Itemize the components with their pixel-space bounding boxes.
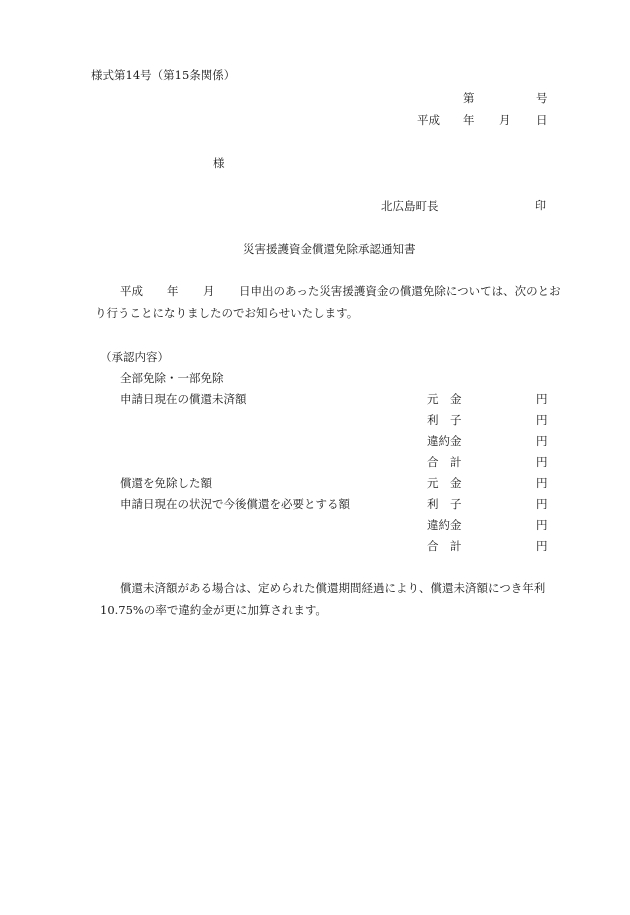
body-line2: り行うことになりましたのでお知らせいたします。 xyxy=(95,306,359,320)
note-line2: 10.75%の率で違約金が更に加算されます。 xyxy=(100,603,327,617)
group1-label: 申請日現在の償還未済額 xyxy=(120,392,247,406)
body-month: 月 xyxy=(203,284,215,298)
date-day: 日 xyxy=(536,113,548,127)
row-unit: 円 xyxy=(536,476,548,490)
details-heading: （承認内容） xyxy=(100,350,169,364)
group3-label: 申請日現在の状況で今後償還を必要とする額 xyxy=(120,497,350,511)
row-unit: 円 xyxy=(536,497,548,511)
row-item: 違約金 xyxy=(427,518,462,532)
date-era: 平成 xyxy=(417,113,440,127)
row-item: 違約金 xyxy=(427,434,462,448)
row-unit: 円 xyxy=(536,413,548,427)
document-title: 災害援護資金償還免除承認通知書 xyxy=(243,242,416,256)
row-unit: 円 xyxy=(536,455,548,469)
document-number-suffix: 号 xyxy=(536,91,548,105)
note-line1: 償還未済額がある場合は、定められた償還期間経過により、償還未済額につき年利 xyxy=(120,581,546,595)
issuer-name: 北広島町長 xyxy=(381,199,439,213)
seal-text: 印 xyxy=(535,199,546,212)
date-year: 年 xyxy=(463,113,475,127)
addressee-honorific: 様 xyxy=(213,156,225,170)
body-year: 年 xyxy=(167,284,179,298)
date-month: 月 xyxy=(499,113,511,127)
body-era: 平成 xyxy=(120,284,143,298)
exemption-type: 全部免除・一部免除 xyxy=(120,371,224,385)
body-line1-text: 日申出のあった災害援護資金の償還免除については、次のとお xyxy=(239,284,561,298)
row-unit: 円 xyxy=(536,434,548,448)
row-item: 元 金 xyxy=(427,392,462,406)
form-id: 様式第14号（第15条関係） xyxy=(91,68,236,82)
row-item: 利 子 xyxy=(427,497,462,511)
row-item: 合 計 xyxy=(427,539,462,553)
document-number-prefix: 第 xyxy=(463,91,475,105)
row-unit: 円 xyxy=(536,518,548,532)
row-unit: 円 xyxy=(536,539,548,553)
seal-mark xyxy=(535,200,546,211)
row-item: 元 金 xyxy=(427,476,462,490)
row-unit: 円 xyxy=(536,392,548,406)
group2-label: 償還を免除した額 xyxy=(120,476,212,490)
row-item: 合 計 xyxy=(427,455,462,469)
row-item: 利 子 xyxy=(427,413,462,427)
